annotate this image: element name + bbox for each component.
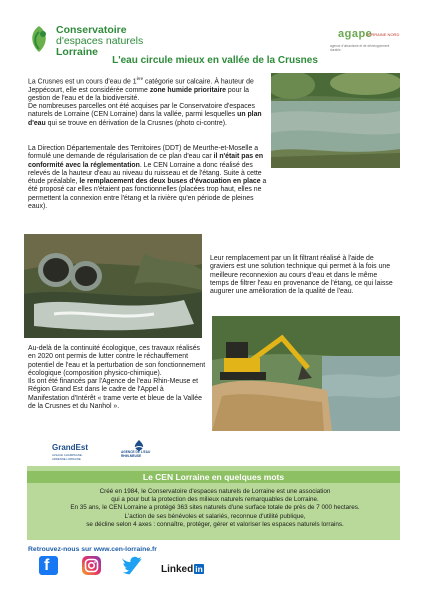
- p2-bold-replacement: le remplacement des deux buses d'évacuation en place: [79, 178, 261, 186]
- linkedin-word: Linked: [161, 564, 194, 575]
- about-line5: se décline selon 4 axes : connaître, protéger, gérer et valoriser les espaces naturels lorrains.: [86, 520, 344, 528]
- page-title: L'eau circule mieux en vallée de la Crusnes: [112, 55, 318, 66]
- about-line3: En 35 ans, le CEN Lorraine a protégé 363 sites naturels d'une surface totale de près de 7 000 hectares.: [70, 504, 360, 512]
- cen-logo-line3: Lorraine: [56, 46, 99, 58]
- p1-sup: ère: [136, 76, 144, 81]
- agape-logo: [330, 28, 400, 58]
- agence-eau-logo: [121, 440, 157, 462]
- website-link[interactable]: Retrouvez-nous sur www.cen-lorraine.fr: [28, 546, 157, 553]
- p1-text-a: La Crusnes est un cours d'eau de 1: [28, 78, 137, 86]
- agape-logo-tagline: agence d'urbanisme et de développement durable: [330, 44, 390, 52]
- pond-photo: [271, 73, 400, 168]
- agence-eau-name: AGENCE DE L'EAU RHIN-MEUSE: [121, 450, 151, 458]
- linkedin-icon[interactable]: [161, 559, 204, 577]
- about-panel-text: [60, 488, 370, 529]
- about-line4: L'action de ses bénévoles et salariés, reconnue d'utilité publique,: [124, 512, 306, 520]
- p4-text-b: Ils ont été financés par l'Agence de l'eau Rhin-Meuse et Région Grand Est dans le cadre de l'Appel à Manifestation d'Intérêt « trame verte et bleue de la Vallée de la Crusnes et du Nanhol ».: [28, 378, 202, 411]
- twitter-icon[interactable]: [122, 556, 144, 575]
- about-line1: Créé en 1984, le Conservatoire d'espaces naturels de Lorraine est une association: [99, 488, 331, 495]
- linkedin-in-badge: in: [195, 564, 203, 574]
- grand-est-name: GrandEst: [52, 443, 89, 452]
- cen-logo-line2: d'espaces naturels: [56, 35, 144, 47]
- funding-paragraph: [28, 345, 206, 411]
- agape-logo-sub: LORRAINE NORD: [366, 32, 400, 37]
- p4-text-a: Au-delà de la continuité écologique, ces travaux réalisés en 2020 ont permis de lutter contre le réchauffement potentiel de l'eau et la perturbation de son fonctionnement écologique (composition physico-chimique).: [28, 345, 206, 377]
- p2-bold-conformity: il n'était pas en conformité avec la réglementation: [28, 153, 264, 169]
- p2-text-b: . Le CEN Lorraine a donc réalisé des relevés de la hauteur d'eau au niveau du ruisseau et de l'étang. Suite à cette étude préalable,: [28, 161, 262, 186]
- excavator-photo: [212, 316, 400, 431]
- p1-text-c: pour la gestion de l'eau et de la biodiversité.: [28, 86, 249, 102]
- p1-text-e: qui se trouve en dérivation de la Crusnes (photo ci-contre).: [45, 119, 227, 127]
- p1-bold-zone: zone humide prioritaire: [149, 86, 227, 94]
- instagram-icon[interactable]: [82, 556, 101, 575]
- p2-text-c: a été proposé car elles n'étaient pas fonctionnelles (placées trop haut, elles ne permettent la connexion entre l'étang et la rivière qu'en période de pleines eaux).: [28, 178, 267, 211]
- intro-paragraph: [28, 75, 266, 128]
- grand-est-logo: [50, 442, 90, 461]
- ddt-paragraph: [28, 145, 274, 211]
- p1-bold-plan: un plan d'eau: [28, 111, 262, 127]
- cen-logo-mark-icon: [26, 24, 52, 54]
- about-line2: qui a pour but la protection des milieux naturels remarquables de Lorraine.: [111, 496, 319, 504]
- p1-text-b: catégorie sur calcaire. À hauteur de Jeppécourt, elle est considérée comme: [28, 78, 254, 94]
- p1-text-d: De nombreuses parcelles ont été acquises par le Conservatoire d'espaces naturels de Lorraine (CEN Lorraine) dans la vallée, parmi lesquelles: [28, 103, 255, 119]
- pipes-photo: [24, 234, 202, 338]
- p2-text-a: La Direction Départementale des Territoires (DDT) de Meurthe-et-Moselle a formulé une demande de régularisation de ce plan d'eau car: [28, 145, 259, 161]
- cen-logo-line1: Conservatoire: [56, 24, 127, 36]
- filter-bed-paragraph: Leur remplacement par un lit filtrant réalisé à l'aide de graviers est une solution technique qui permet à la fois une meilleure reconnexion au cours d'eau et dans le même temps de filtrer l'eau en provenance de l'étang, ce qui laisse augurer une amélioration de la qualité de l'eau.: [210, 255, 393, 296]
- facebook-icon[interactable]: f: [39, 556, 58, 575]
- grand-est-sub: ALSACE CHAMPAGNE-ARDENNE LORRAINE: [52, 453, 83, 461]
- about-panel-title: Le CEN Lorraine en quelques mots: [27, 471, 400, 483]
- agape-logo-name: agape: [338, 28, 373, 40]
